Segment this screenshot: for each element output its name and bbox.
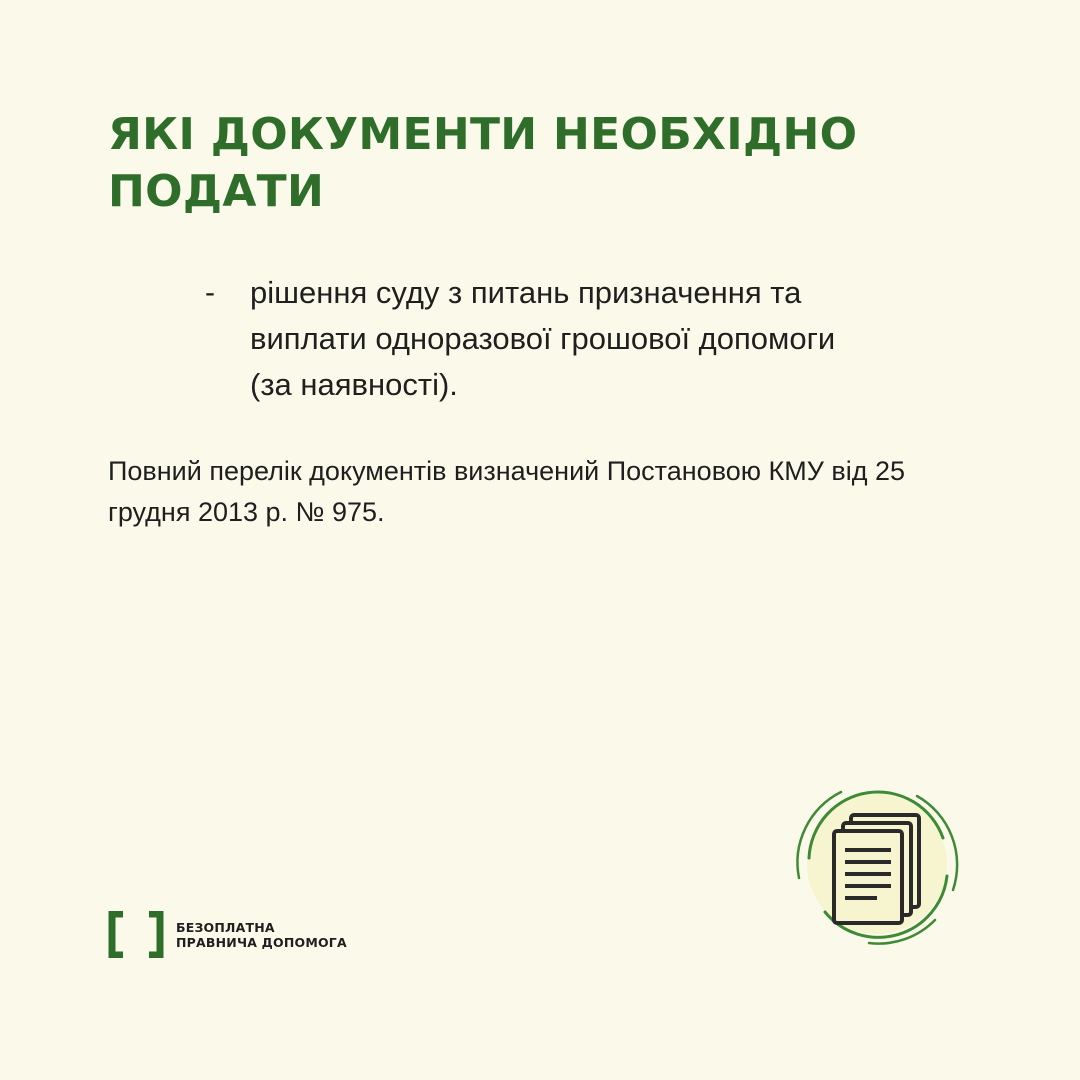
- document-stack-icon: [785, 772, 970, 957]
- bullet-marker: -: [205, 276, 215, 309]
- page-title: ЯКІ ДОКУМЕНТИ НЕОБХІДНО ПОДАТИ: [108, 109, 858, 217]
- logo-text: [176, 920, 347, 950]
- list-item: [205, 270, 925, 408]
- bracket-logo-icon: [108, 911, 164, 958]
- documents-list: [205, 270, 925, 408]
- logo-text-line1: БЕЗОПЛАТНА: [176, 919, 275, 935]
- list-item-text: рішення суду з питань призначення та виплати одноразової грошової допомоги (за наявності).: [250, 275, 836, 402]
- logo-text-line2: ПРАВНИЧА ДОПОМОГА: [176, 934, 347, 950]
- brand-logo: [108, 911, 347, 958]
- legal-reference-note: Повний перелік документів визначений Постановою КМУ від 25 грудня 2013 р. № 975.: [108, 456, 906, 527]
